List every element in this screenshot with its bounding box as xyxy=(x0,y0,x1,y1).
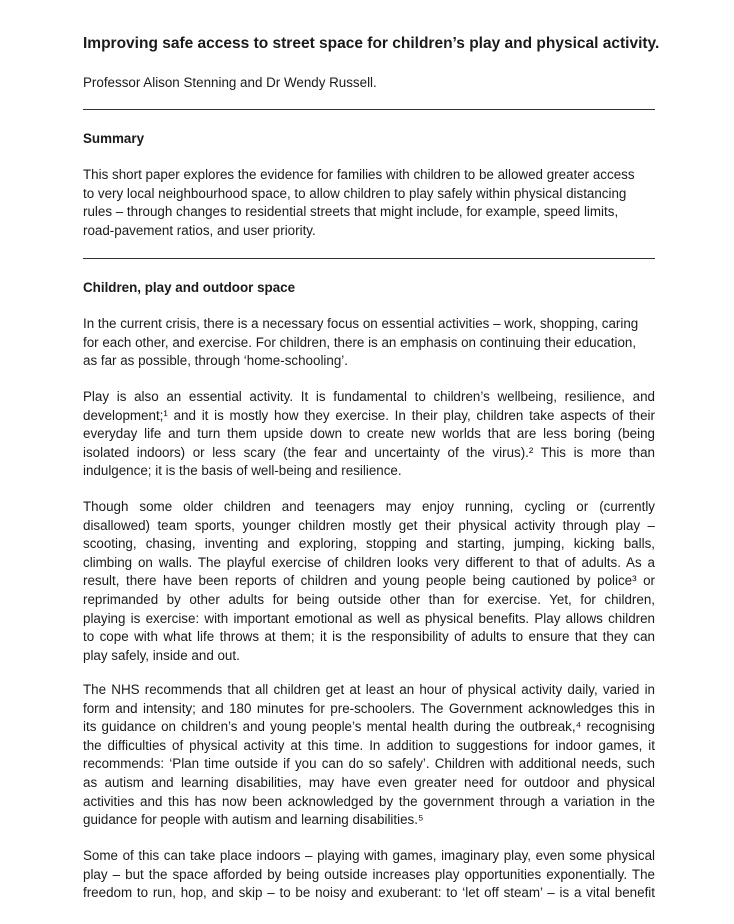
text-line: road-pavement ratios, and user priority. xyxy=(83,222,316,238)
document-title: Improving safe access to street space for children’s play and physical activity. xyxy=(83,35,660,52)
text-line: result, there have been reports of children and young people being cautioned by police³ or xyxy=(83,573,655,589)
summary-heading: Summary xyxy=(83,131,145,146)
divider xyxy=(83,258,655,259)
text-line: recommends: ‘Plan time outside if you can do so safely’. Children with additional needs, such xyxy=(83,756,655,772)
text-line: Play is also an essential activity. It is fundamental to children’s wellbeing, resilience, and xyxy=(83,389,655,404)
section-heading: Children, play and outdoor space xyxy=(83,280,296,295)
text-line: isolated indoors) or less scary (the fear and uncertainty of the virus).² This is more than xyxy=(83,444,655,460)
text-line: as far as possible, through ‘home-schooling’. xyxy=(83,353,348,369)
divider xyxy=(83,109,655,110)
body-paragraph xyxy=(83,315,655,371)
text-line: as autism and learning disabilities, may have even greater need for outdoor and physical xyxy=(83,774,655,790)
text-line: activities and this has now been acknowledged by the government through a variation in the xyxy=(83,793,655,809)
text-line: playing is exercise: with important emotional as well as physical benefits. Play allows children xyxy=(83,610,655,626)
text-line: Though some older children and teenagers may enjoy running, cycling or (currently xyxy=(83,499,655,514)
body-paragraph xyxy=(83,681,655,830)
text-line: play – but the space afforded by being outside increases play opportunities exponentially. The xyxy=(83,866,655,882)
text-line: In the current crisis, there is a necessary focus on essential activities – work, shopping, caring xyxy=(83,316,639,331)
body-paragraph xyxy=(83,498,655,665)
document-authors: Professor Alison Stenning and Dr Wendy Russell. xyxy=(83,75,377,90)
text-line: development;¹ and it is mostly how they exercise. In their play, children take aspects of their xyxy=(83,407,655,423)
text-line: everyday life and turn them upside down to create new worlds that are less boring (being xyxy=(83,426,655,442)
text-line: scooting, chasing, inventing and exploring, stopping and starting, jumping, kicking balls, xyxy=(83,536,655,552)
body-paragraph xyxy=(83,388,655,481)
text-line: form and intensity; and 180 minutes for pre-schoolers. The Government acknowledges this in xyxy=(83,700,655,716)
text-line: indulgence; it is the basis of well-being and resilience. xyxy=(83,463,402,479)
text-line: Some of this can take place indoors – playing with games, imaginary play, even some physical xyxy=(83,848,655,863)
text-line: The NHS recommends that all children get at least an hour of physical activity daily, varied in xyxy=(83,682,655,697)
summary-paragraph xyxy=(83,166,655,240)
text-line: This short paper explores the evidence for families with children to be allowed greater access xyxy=(83,167,635,182)
body-paragraph xyxy=(83,847,655,903)
text-line: for each other, and exercise. For children, there is an emphasis on continuing their education, xyxy=(83,334,637,350)
text-line: to cope with what life throws at them; it is the responsibility of adults to ensure that they can xyxy=(83,629,655,645)
text-line: disallowed) team sports, younger children mostly get their physical activity through play – xyxy=(83,517,655,533)
text-line: rules – through changes to residential streets that might include, for example, speed limits, xyxy=(83,204,619,220)
text-line: freedom to run, hop, and skip – to be noisy and exuberant: to ‘let off steam’ – is a vital benefit xyxy=(83,885,655,901)
text-line: reprimanded by other adults for being outside other than for exercise. Yet, for children, xyxy=(83,591,655,607)
text-line: play safely, inside and out. xyxy=(83,647,240,663)
text-line: the difficulties of physical activity at this time. In addition to suggestions for indoor games, it xyxy=(83,737,655,753)
text-line: to very local neighbourhood space, to allow children to play safely within physical distancing xyxy=(83,185,627,201)
text-line: its guidance on children’s and young people’s mental health during the outbreak,⁴ recognising xyxy=(83,719,655,735)
text-line: climbing on walls. The playful exercise of children looks very different to that of adults. As a xyxy=(83,554,655,570)
text-line: guidance for people with autism and learning disabilities.⁵ xyxy=(83,812,424,828)
